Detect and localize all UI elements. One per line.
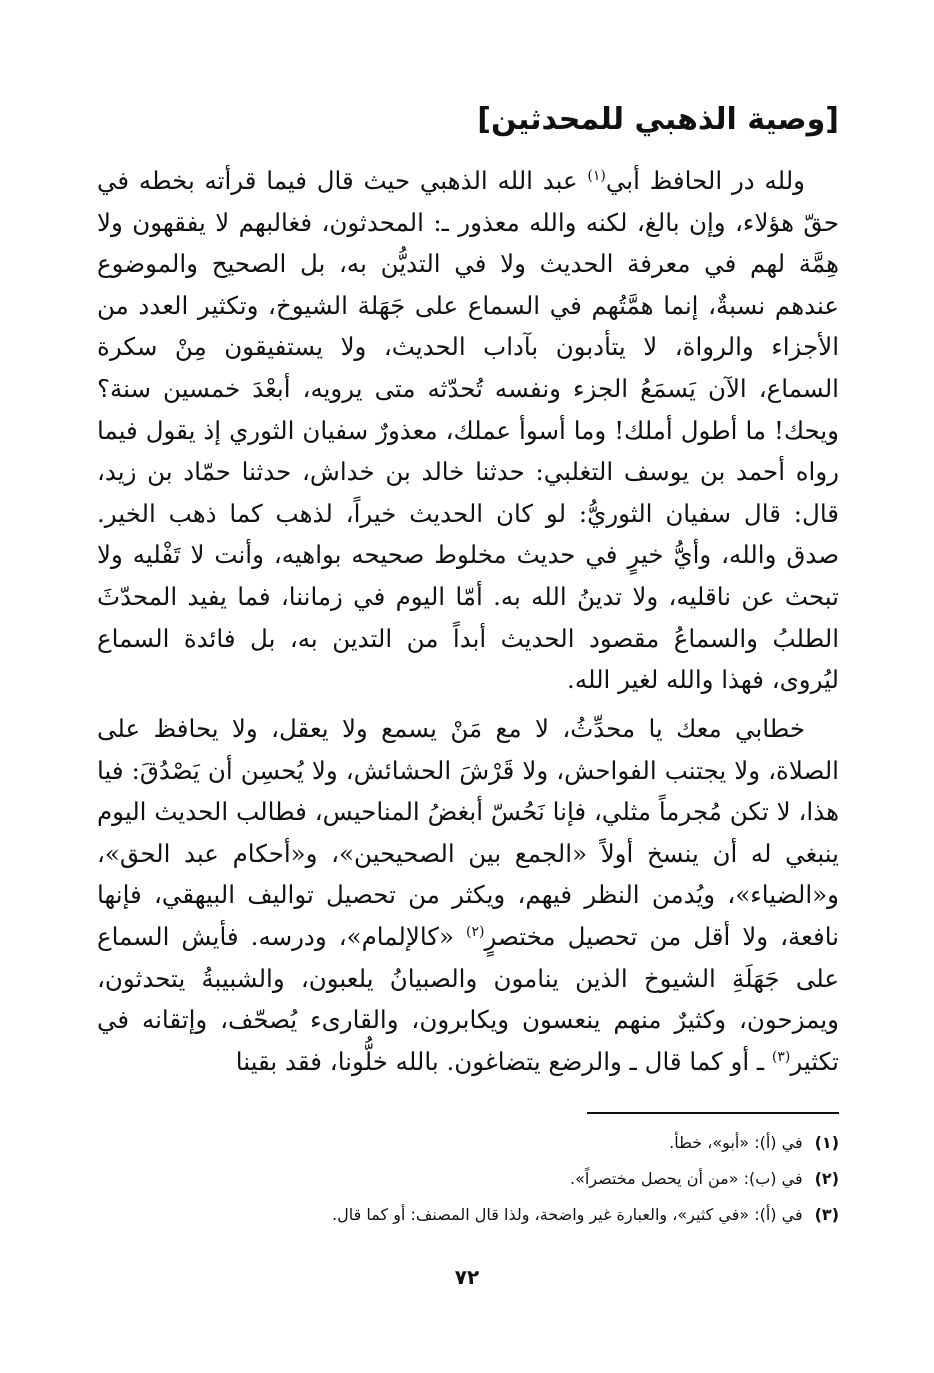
paragraph-2-part-3: ـ أو كما قال ـ والرضع يتضاغون. بالله خلُّونا، فقد بقينا [235,1046,772,1076]
footnote-ref-2[interactable]: (٢) [465,923,485,940]
footnote-divider [587,1112,839,1114]
footnote-number: (١) [814,1133,839,1152]
footnote-text: في (ب): «من أن يحصل مختصراً». [570,1169,803,1188]
paragraph-2-part-1: خطابي معك يا محدِّثُ، لا مع مَنْ يسمع ولا يعقل، ولا يحافظ على الصلاة، ولا يجتنب الفواحش، ولا قَرْشَ الحشائش، ولا يُحسِن أن يَصْدُقَ: فيا هذا، لا تكن مُجرماً مثلي، فإنا نَحُسّ أبغضُ المناحيس، فطالب الحديث اليوم ينبغي له أن ينسخ أولاً «الجمع بين الصحيحين»، و«أحكام عبد الحق»، و«الضياء»، ويُدمن النظر فيهم، ويكثر من تحصيل تواليف البيهقي، فإنها نافعة، ولا أقل من تحصيل مختصرٍ [97,714,839,951]
footnote-3 [97,1197,839,1233]
paragraph-1 [97,160,839,701]
paragraph-2-part-2: «كالإلمام»، ودرسه. فأيش السماع على جَهَلَةِ الشيوخ الذين ينامون والصبيانُ يلعبون، والشبيبةُ يتحدثون، ويمزحون، وكثيرٌ منهم ينعسون ويكابرون، والقارىء يُصحّف، وإتقانه في تكثير [97,921,839,1076]
paragraph-1-text [97,160,839,701]
paragraph-2 [97,708,839,1082]
footnote-number: (٣) [814,1205,839,1224]
footnote-text: في (أ): «أبو»، خطأ. [669,1133,803,1152]
footnote-2 [97,1161,839,1197]
footnote-ref-1[interactable]: (١) [587,167,606,184]
paragraph-2-text [97,708,839,1082]
section-heading: [وصية الذهبي للمحدثين] [477,102,839,137]
paragraph-1-start: ولله در الحافظ أبي [605,166,805,195]
footnote-text: في (أ): «في كثير»، والعبارة غير واضحة، ولذا قال المصنف: أو كما قال. [332,1205,803,1224]
page-number: ٧٢ [454,1265,480,1289]
paragraph-1-rest: عبد الله الذهبي حيث قال فيما قرأته بخطه في حقّ هؤلاء، وإن بالغ، لكنه والله معذور ـ: المحدثون، فغالبهم لا يفقهون ولا هِمَّة لهم في معرفة الحديث ولا في التديُّن به، بل الصحيح والموضوع عندهم نسبةٌ، إنما همَّتُهم في السماع على جَهَلة الشيوخ، وتكثير العدد من الأجزاء والرواة، لا يتأدبون بآداب الحديث، ولا يستفيقون مِنْ سكرة السماع، الآن يَسمَعُ الجزء ونفسه تُحدّثه متى يرويه، أبعْدَ خمسين سنة؟ ويحك! ما أطول أملك! وما أسوأ عملك، معذورٌ سفيان الثوري إذ يقول فيما رواه أحمد بن يوسف التغلبي: حدثنا خالد بن خداش، حدثنا حمّاد بن زيد، قال: قال سفيان الثوريُّ: لو كان الحديث خيراً، لذهب كما ذهب الخير. صدق والله، وأيُّ خيرٍ في حديث مخلوط صحيحه بواهيه، وأنت لا تَفْليه ولا تبحث عن ناقليه، ولا تدينُ الله به. أمّا اليوم في زماننا، فما يفيد المحدّثَ الطلبُ والسماعُ مقصود الحديث أبداً من التدين به، بل فائدة السماع ليُروى، فهذا والله لغير الله. [97,166,839,695]
footnote-number: (٢) [814,1169,839,1188]
footnote-1 [97,1125,839,1161]
footnote-ref-3[interactable]: (٣) [771,1048,791,1065]
footnotes [97,1125,839,1233]
